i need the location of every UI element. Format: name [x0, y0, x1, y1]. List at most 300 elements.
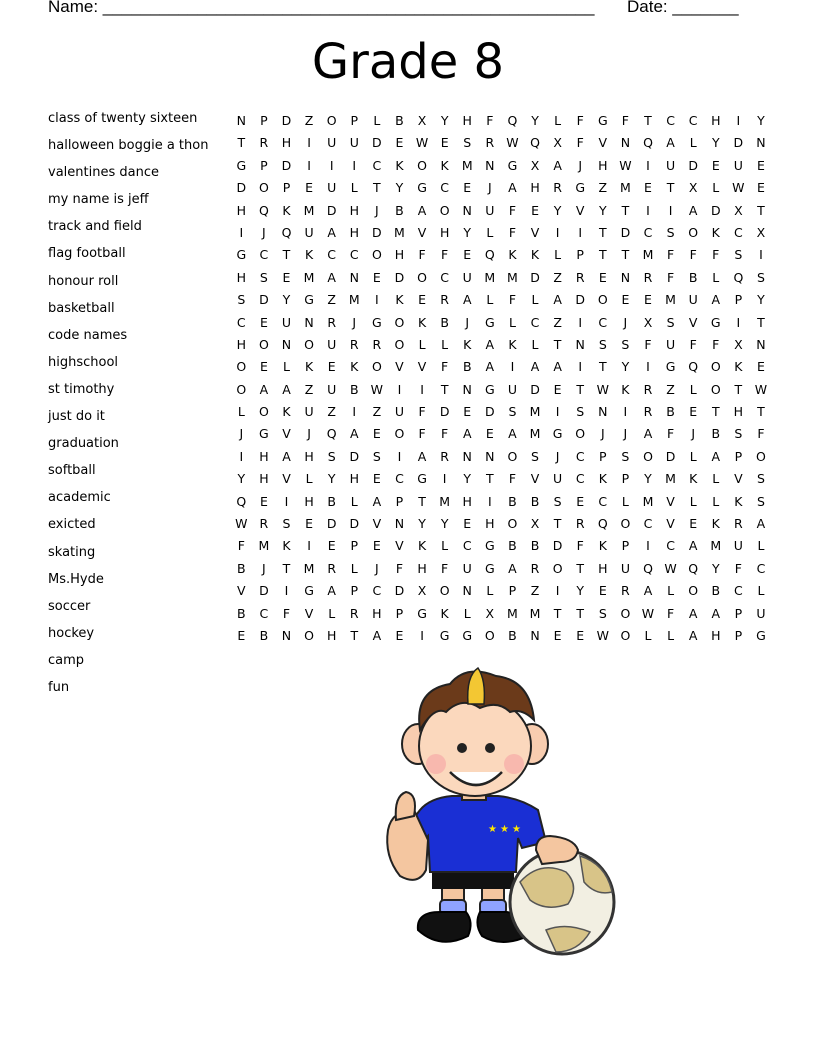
- grid-letter: O: [236, 381, 247, 397]
- grid-letter: N: [462, 583, 472, 599]
- grid-letter: M: [303, 202, 315, 218]
- grid-letter: T: [621, 247, 630, 263]
- grid-letter: Y: [711, 135, 720, 151]
- grid-letter: D: [259, 583, 269, 599]
- grid-letter: F: [282, 605, 291, 621]
- grid-letter: G: [484, 314, 495, 330]
- grid-letter: C: [643, 516, 653, 532]
- grid-letter: L: [757, 538, 765, 554]
- grid-letter: C: [259, 247, 269, 263]
- grid-letter: B: [327, 493, 336, 509]
- grid-letter: W: [415, 135, 429, 151]
- grid-letter: M: [461, 157, 473, 173]
- grid-letter: D: [281, 113, 292, 128]
- grid-letter: H: [259, 448, 269, 464]
- grid-letter: R: [327, 560, 337, 576]
- grid-letter: A: [372, 493, 382, 509]
- grid-letter: B: [395, 202, 404, 218]
- grid-letter: E: [553, 627, 562, 643]
- grid-letter: X: [756, 224, 766, 240]
- grid-letter: D: [281, 157, 292, 173]
- grid-letter: N: [598, 404, 608, 420]
- grid-letter: L: [350, 493, 358, 509]
- grid-letter: G: [552, 426, 563, 442]
- grid-letter: E: [372, 426, 381, 442]
- grid-letter: A: [327, 224, 336, 240]
- grid-letter: Y: [440, 113, 449, 128]
- grid-letter: O: [371, 359, 382, 375]
- grid-letter: F: [441, 426, 449, 442]
- grid-letter: Q: [258, 202, 269, 218]
- grid-row: [230, 110, 772, 132]
- grid-letter: Z: [304, 113, 314, 128]
- grid-letter: F: [508, 292, 517, 308]
- grid-letter: O: [597, 292, 608, 308]
- grid-row: [230, 423, 772, 445]
- grid-letter: A: [417, 202, 427, 218]
- grid-letter: F: [237, 538, 245, 554]
- grid-letter: G: [417, 471, 427, 487]
- grid-letter: H: [711, 113, 721, 128]
- grid-letter: I: [239, 224, 244, 240]
- grid-letter: K: [417, 538, 427, 554]
- grid-letter: D: [326, 202, 337, 218]
- grid-letter: F: [757, 426, 765, 442]
- grid-letter: B: [508, 538, 517, 554]
- grid-letter: D: [552, 538, 563, 554]
- word-list-item: just do it: [48, 409, 105, 425]
- grid-letter: B: [259, 627, 269, 643]
- grid-letter: O: [575, 426, 586, 442]
- grid-letter: A: [508, 426, 517, 442]
- grid-letter: Z: [327, 292, 336, 308]
- grid-letter: R: [372, 336, 382, 352]
- grid-letter: A: [349, 426, 359, 442]
- grid-letter: H: [349, 202, 359, 218]
- grid-letter: A: [462, 426, 472, 442]
- grid-letter: C: [733, 224, 743, 240]
- grid-letter: T: [237, 135, 246, 151]
- grid-letter: G: [597, 113, 608, 128]
- grid-row: [230, 446, 772, 468]
- grid-letter: F: [418, 404, 426, 420]
- grid-letter: O: [688, 583, 699, 599]
- grid-letter: F: [666, 269, 675, 285]
- grid-letter: M: [529, 605, 541, 621]
- grid-letter: S: [756, 493, 765, 509]
- grid-letter: M: [484, 269, 496, 285]
- grid-letter: C: [643, 224, 653, 240]
- grid-letter: T: [418, 493, 426, 509]
- grid-letter: E: [757, 359, 765, 375]
- grid-letter: R: [349, 336, 359, 352]
- grid-letter: J: [600, 426, 605, 442]
- grid-letter: H: [598, 157, 608, 173]
- grid-letter: N: [485, 157, 495, 173]
- grid-row: [230, 244, 772, 266]
- grid-letter: H: [485, 516, 495, 532]
- grid-letter: H: [417, 560, 427, 576]
- grid-letter: N: [620, 269, 631, 285]
- grid-letter: L: [463, 605, 471, 621]
- grid-letter: W: [596, 381, 609, 397]
- grid-letter: R: [621, 583, 630, 599]
- grid-letter: T: [350, 627, 359, 643]
- grid-letter: I: [759, 247, 763, 263]
- grid-letter: E: [757, 180, 765, 196]
- grid-letter: K: [508, 247, 517, 263]
- grid-letter: D: [485, 404, 495, 420]
- grid-letter: C: [666, 113, 675, 128]
- grid-letter: A: [711, 292, 721, 308]
- grid-letter: E: [372, 538, 381, 554]
- word-list-item: highschool: [48, 354, 119, 370]
- grid-letter: L: [689, 135, 697, 151]
- grid-letter: C: [598, 493, 608, 509]
- grid-letter: C: [259, 605, 269, 621]
- grid-letter: V: [395, 359, 404, 375]
- grid-letter: O: [439, 583, 450, 599]
- grid-letter: D: [688, 157, 698, 173]
- grid-letter: I: [646, 359, 650, 375]
- grid-letter: I: [555, 224, 560, 240]
- grid-letter: G: [575, 180, 586, 196]
- grid-letter: Y: [553, 202, 562, 218]
- grid-letter: Z: [327, 404, 336, 420]
- grid-letter: R: [575, 516, 585, 532]
- grid-letter: E: [711, 157, 720, 173]
- grid-letter: T: [440, 381, 449, 397]
- grid-letter: T: [282, 560, 291, 576]
- grid-letter: F: [486, 113, 494, 128]
- grid-letter: F: [508, 471, 517, 487]
- grid-letter: L: [712, 269, 720, 285]
- grid-letter: Q: [530, 135, 540, 151]
- grid-letter: A: [688, 202, 698, 218]
- grid-letter: L: [667, 627, 675, 643]
- grid-letter: K: [304, 247, 314, 263]
- grid-letter: A: [643, 426, 653, 442]
- grid-letter: K: [508, 336, 517, 352]
- grid-letter: I: [646, 202, 650, 218]
- grid-letter: A: [508, 180, 517, 196]
- word-list-item: my name is jeff: [48, 192, 149, 208]
- grid-letter: S: [508, 404, 517, 420]
- grid-letter: E: [237, 627, 246, 643]
- word-list-item: soccer: [48, 598, 91, 614]
- grid-letter: N: [462, 381, 472, 397]
- grid-letter: N: [462, 202, 472, 218]
- grid-letter: O: [371, 247, 382, 263]
- grid-letter: V: [530, 471, 540, 487]
- grid-letter: S: [237, 292, 246, 308]
- grid-letter: Q: [643, 135, 653, 151]
- grid-letter: J: [691, 426, 696, 442]
- grid-letter: E: [305, 516, 314, 532]
- grid-letter: F: [441, 560, 449, 576]
- grid-letter: E: [463, 247, 472, 263]
- grid-letter: M: [619, 180, 631, 196]
- grid-letter: F: [508, 224, 517, 240]
- grid-letter: L: [441, 538, 449, 554]
- grid-letter: V: [304, 605, 314, 621]
- grid-letter: E: [463, 404, 472, 420]
- word-list-item: camp: [48, 652, 85, 668]
- grid-letter: U: [349, 135, 359, 151]
- grid-letter: Y: [282, 292, 291, 308]
- grid-letter: Q: [733, 269, 744, 285]
- grid-letter: I: [397, 381, 402, 397]
- grid-letter: E: [553, 381, 562, 397]
- grid-letter: A: [327, 269, 336, 285]
- grid-letter: L: [508, 314, 516, 330]
- grid-letter: J: [262, 224, 266, 240]
- grid-letter: U: [756, 605, 766, 621]
- grid-letter: K: [282, 538, 291, 554]
- grid-letter: L: [621, 493, 629, 509]
- grid-letter: G: [304, 292, 314, 308]
- grid-letter: H: [372, 605, 382, 621]
- grid-letter: F: [666, 247, 675, 263]
- grid-letter: Y: [327, 471, 336, 487]
- grid-letter: N: [485, 448, 495, 464]
- grid-letter: R: [440, 448, 449, 464]
- worksheet-header: [48, 0, 748, 21]
- grid-letter: F: [712, 247, 720, 263]
- grid-letter: U: [304, 224, 314, 240]
- grid-letter: I: [578, 314, 583, 330]
- grid-letter: N: [756, 135, 766, 151]
- grid-letter: N: [281, 627, 292, 643]
- grid-letter: X: [734, 202, 743, 218]
- grid-letter: P: [350, 113, 359, 128]
- grid-letter: M: [529, 404, 541, 420]
- grid-letter: D: [236, 180, 247, 196]
- grid-letter: A: [417, 448, 427, 464]
- grid-letter: K: [598, 538, 607, 554]
- grid-row: [230, 267, 772, 289]
- grid-row: [230, 558, 772, 580]
- grid-letter: K: [440, 157, 449, 173]
- word-list: [48, 108, 208, 704]
- grid-row: [230, 379, 772, 401]
- grid-letter: C: [598, 314, 608, 330]
- grid-row: [230, 356, 772, 378]
- grid-letter: S: [756, 471, 765, 487]
- grid-letter: S: [463, 135, 472, 151]
- grid-letter: F: [576, 113, 584, 128]
- grid-letter: T: [757, 314, 765, 330]
- grid-letter: D: [372, 224, 382, 240]
- grid-letter: Y: [395, 180, 404, 196]
- grid-letter: H: [349, 224, 359, 240]
- grid-letter: J: [578, 157, 583, 173]
- grid-letter: H: [733, 404, 744, 420]
- grid-letter: R: [440, 292, 449, 308]
- grid-letter: P: [260, 157, 268, 173]
- word-list-item: fun: [48, 679, 70, 695]
- grid-letter: Z: [372, 404, 382, 420]
- grid-letter: T: [734, 381, 743, 397]
- grid-letter: F: [576, 538, 584, 554]
- grid-letter: M: [258, 538, 270, 554]
- grid-letter: C: [530, 314, 540, 330]
- grid-letter: J: [239, 426, 244, 442]
- grid-letter: X: [734, 336, 743, 352]
- grid-letter: K: [530, 247, 540, 263]
- grid-letter: T: [644, 113, 652, 128]
- grid-letter: U: [733, 157, 743, 173]
- grid-letter: O: [643, 448, 653, 464]
- grid-letter: F: [418, 426, 426, 442]
- word-list-item: skating: [48, 544, 96, 560]
- grid-letter: P: [350, 583, 359, 599]
- grid-letter: A: [485, 359, 495, 375]
- grid-letter: R: [575, 269, 585, 285]
- grid-letter: L: [712, 493, 720, 509]
- grid-letter: U: [327, 135, 337, 151]
- grid-letter: E: [689, 516, 698, 532]
- grid-letter: M: [507, 605, 518, 621]
- grid-letter: G: [507, 157, 518, 173]
- grid-letter: S: [531, 448, 539, 464]
- grid-letter: W: [506, 135, 519, 151]
- grid-letter: P: [621, 471, 630, 487]
- grid-letter: M: [665, 471, 676, 487]
- grid-letter: Y: [644, 471, 652, 487]
- word-list-item: track and field: [48, 219, 142, 235]
- grid-letter: F: [441, 359, 449, 375]
- grid-letter: F: [666, 426, 675, 442]
- grid-letter: N: [462, 448, 472, 464]
- grid-letter: O: [236, 359, 247, 375]
- grid-letter: L: [689, 448, 697, 464]
- grid-letter: G: [304, 583, 314, 599]
- grid-row: [230, 155, 772, 177]
- grid-letter: G: [439, 627, 450, 643]
- grid-letter: T: [486, 471, 494, 487]
- grid-letter: C: [372, 583, 382, 599]
- grid-letter: L: [373, 113, 381, 128]
- grid-letter: X: [530, 157, 540, 173]
- grid-letter: Q: [688, 560, 699, 576]
- grid-letter: I: [329, 157, 334, 173]
- grid-letter: T: [598, 247, 607, 263]
- grid-letter: H: [304, 448, 314, 464]
- grid-letter: W: [641, 605, 655, 621]
- grid-letter: G: [372, 314, 382, 330]
- grid-letter: X: [530, 516, 540, 532]
- grid-letter: I: [646, 538, 650, 554]
- grid-letter: F: [621, 113, 629, 128]
- grid-letter: E: [463, 516, 472, 532]
- grid-letter: W: [619, 157, 632, 173]
- grid-letter: E: [757, 157, 765, 173]
- grid-letter: O: [710, 381, 721, 397]
- grid-letter: I: [578, 359, 583, 375]
- grid-letter: T: [576, 381, 585, 397]
- grid-letter: I: [420, 381, 424, 397]
- grid-letter: R: [734, 516, 743, 532]
- grid-letter: O: [688, 224, 699, 240]
- grid-letter: X: [688, 180, 698, 196]
- grid-letter: F: [689, 336, 697, 352]
- grid-letter: B: [530, 538, 540, 554]
- grid-letter: R: [530, 560, 540, 576]
- grid-letter: A: [688, 627, 698, 643]
- grid-letter: A: [327, 583, 336, 599]
- grid-letter: J: [375, 202, 379, 218]
- grid-letter: L: [305, 471, 313, 487]
- grid-letter: L: [350, 180, 358, 196]
- grid-letter: N: [394, 516, 405, 532]
- word-list-item: softball: [48, 463, 96, 479]
- grid-letter: D: [620, 224, 631, 240]
- grid-letter: R: [259, 516, 269, 532]
- grid-letter: S: [598, 605, 607, 621]
- grid-letter: D: [394, 583, 405, 599]
- grid-letter: D: [372, 135, 382, 151]
- grid-letter: C: [440, 269, 449, 285]
- grid-letter: D: [439, 404, 450, 420]
- grid-letter: M: [394, 224, 405, 240]
- grid-letter: M: [348, 292, 360, 308]
- grid-letter: R: [643, 269, 653, 285]
- grid-letter: T: [757, 404, 765, 420]
- svg-text:★: ★: [488, 824, 497, 835]
- grid-letter: F: [712, 336, 720, 352]
- grid-letter: B: [688, 269, 698, 285]
- grid-letter: H: [304, 493, 314, 509]
- grid-letter: O: [620, 627, 631, 643]
- grid-letter: K: [282, 202, 291, 218]
- grid-letter: R: [643, 381, 653, 397]
- grid-letter: G: [484, 560, 495, 576]
- grid-letter: E: [372, 471, 381, 487]
- grid-letter: I: [284, 493, 289, 509]
- grid-letter: T: [757, 202, 765, 218]
- grid-letter: H: [326, 627, 337, 643]
- grid-letter: D: [394, 269, 405, 285]
- word-list-item: honour roll: [48, 273, 119, 289]
- grid-letter: E: [372, 269, 381, 285]
- grid-letter: I: [307, 538, 311, 554]
- grid-letter: C: [395, 471, 404, 487]
- grid-letter: V: [237, 583, 246, 599]
- grid-letter: E: [327, 359, 336, 375]
- grid-letter: X: [417, 583, 427, 599]
- grid-letter: E: [598, 583, 607, 599]
- grid-letter: T: [282, 247, 291, 263]
- grid-row: [230, 312, 772, 334]
- name-field-label: Name: ____________________________________________________: [48, 0, 595, 16]
- grid-letter: X: [417, 113, 427, 128]
- grid-letter: V: [417, 359, 427, 375]
- grid-letter: O: [507, 516, 518, 532]
- word-list-item: code names: [48, 327, 128, 343]
- grid-letter: J: [262, 560, 266, 576]
- grid-letter: B: [462, 359, 472, 375]
- word-search-grid: [230, 110, 772, 647]
- date-field-label: Date: _______: [627, 0, 739, 16]
- grid-letter: I: [578, 224, 583, 240]
- grid-letter: M: [439, 493, 451, 509]
- grid-letter: P: [734, 627, 743, 643]
- grid-letter: A: [666, 135, 675, 151]
- grid-letter: Z: [304, 381, 314, 397]
- grid-letter: H: [349, 471, 359, 487]
- grid-letter: S: [621, 336, 630, 352]
